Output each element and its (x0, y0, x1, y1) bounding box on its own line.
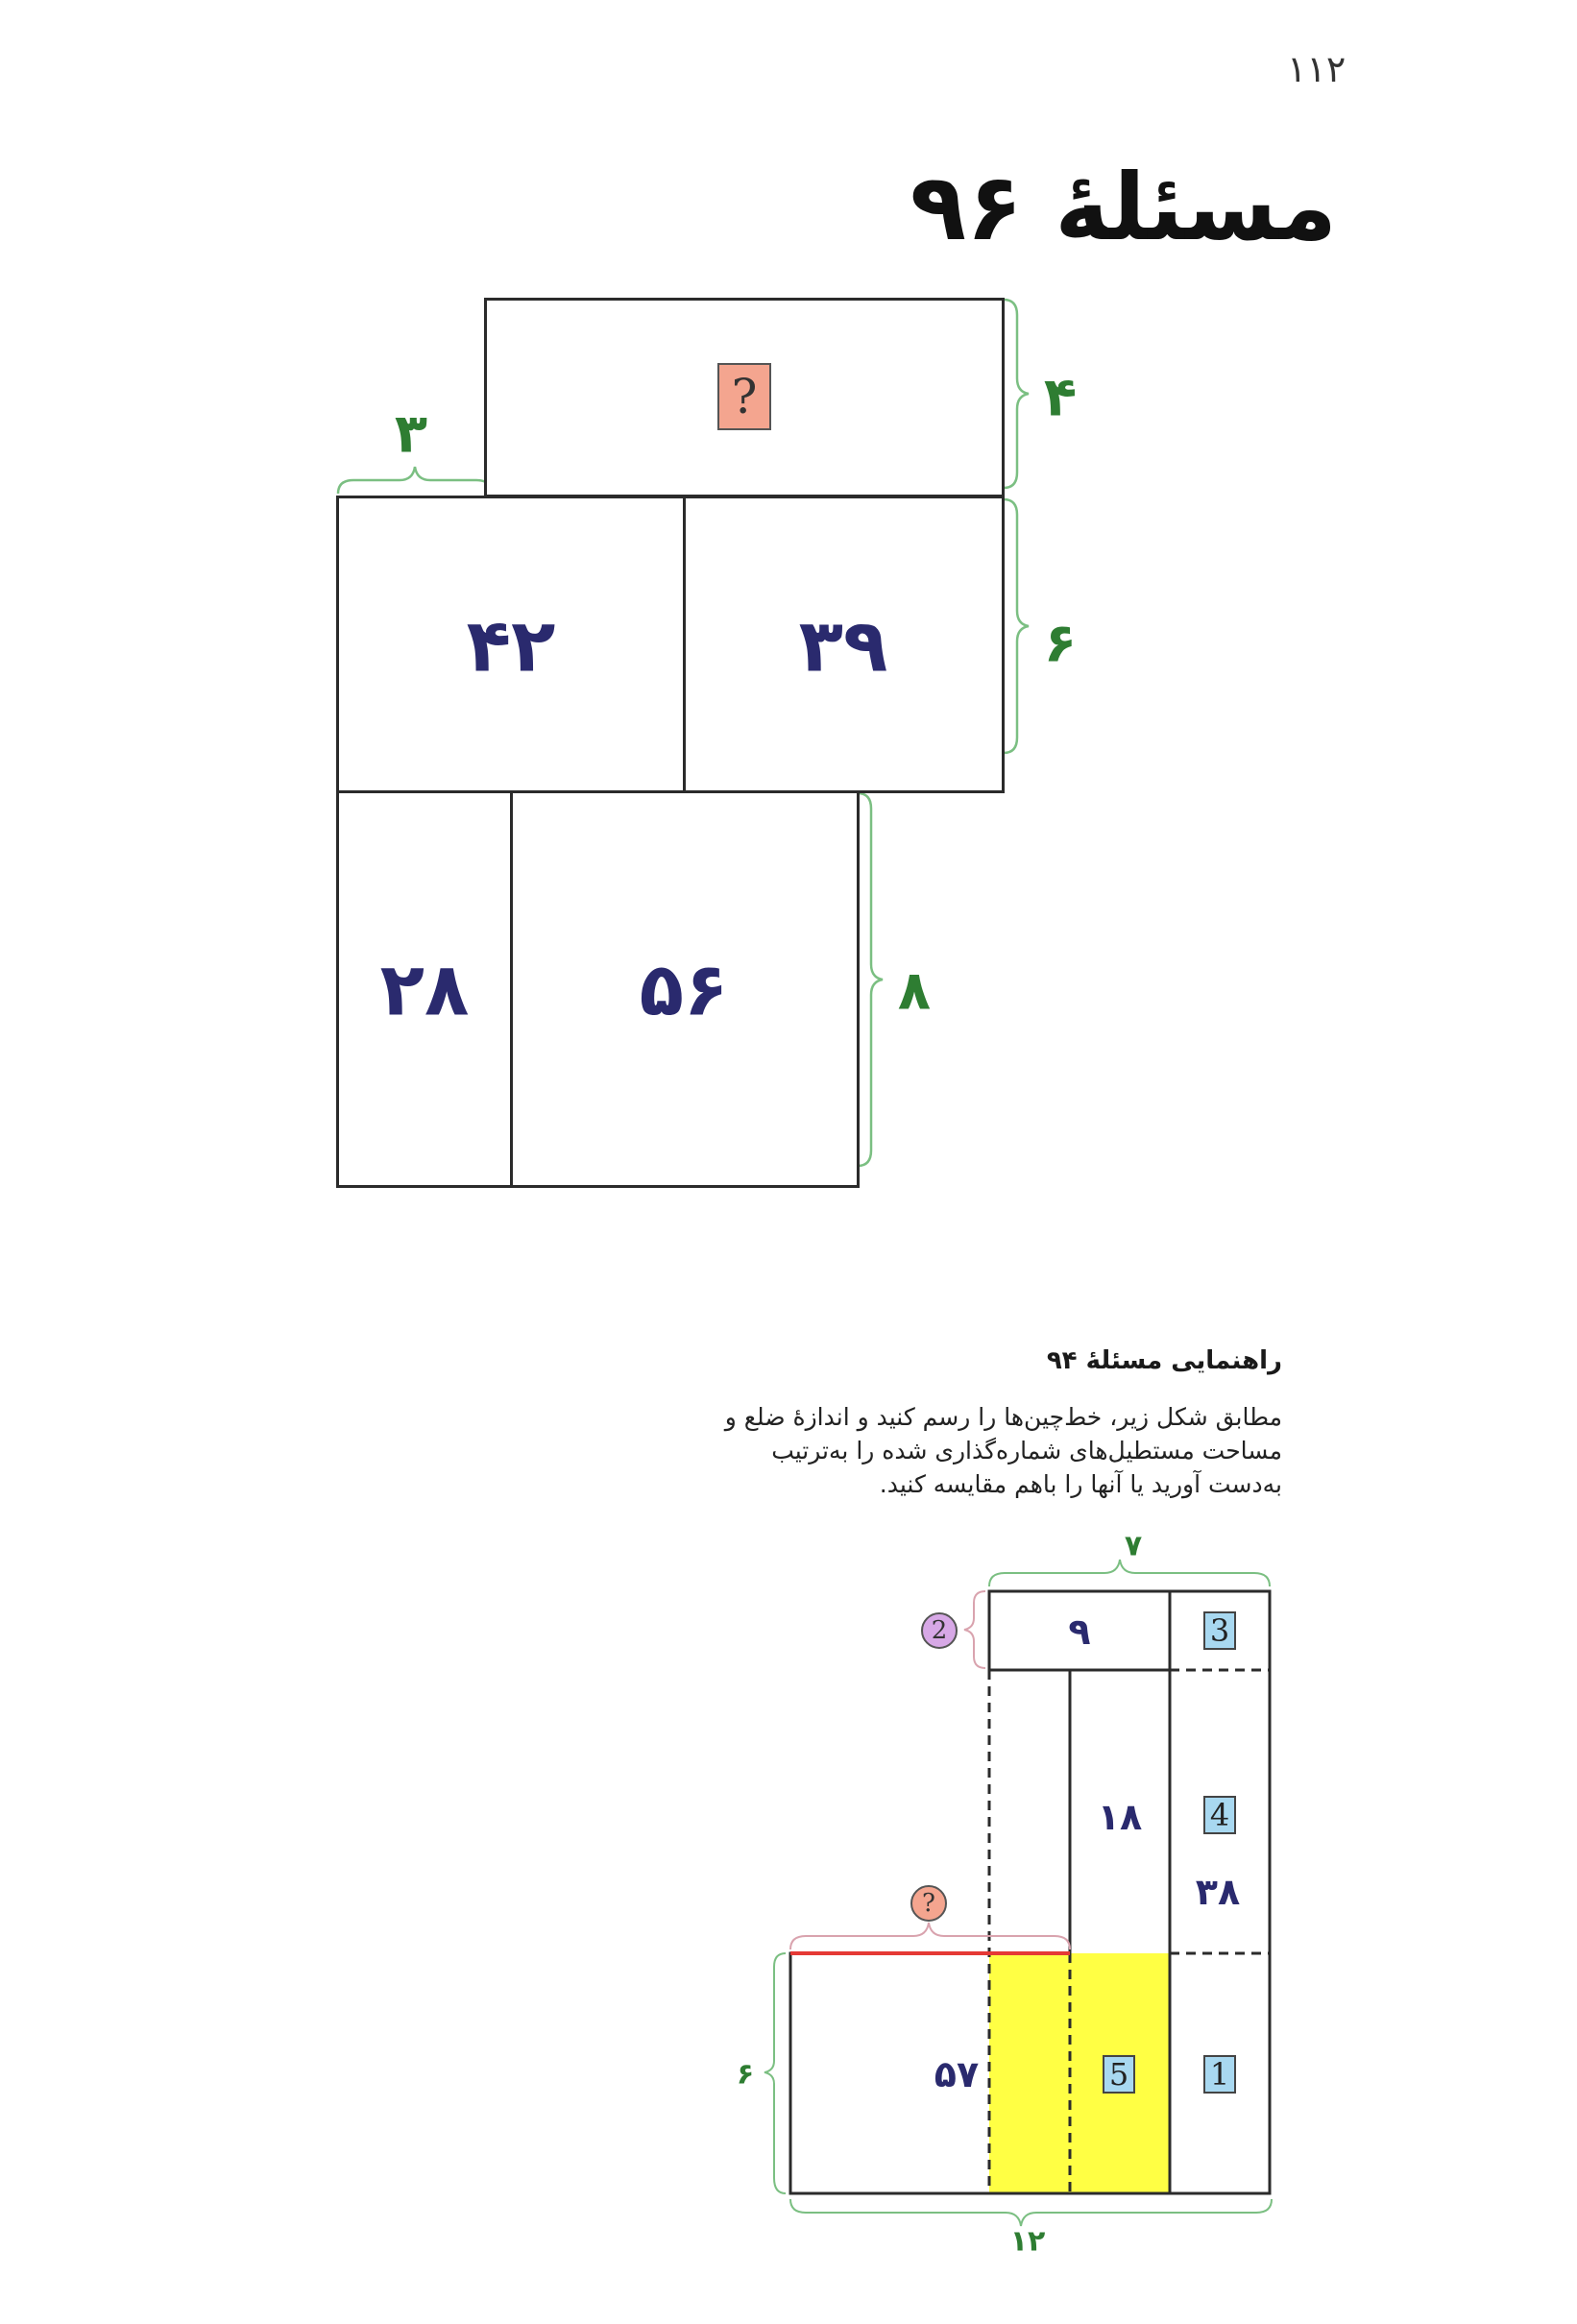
brace-left-height (764, 1953, 786, 2193)
label-box-5: 5 (1103, 2055, 1135, 2094)
area-middle-right: ۳۹ (798, 602, 888, 689)
label-circle-question: ? (910, 1885, 947, 1922)
dim-bottom-height: ۸ (897, 959, 932, 1023)
problem-title: مسئلهٔ ۹۶ (910, 154, 1337, 261)
hint-text: مطابق شکل زیر، خط‌چین‌ها را رسم کنید و اندازهٔ ضلع و مساحت مستطیل‌های شماره‌گذاری شده را به‌ترتیب به‌دست آورید یا آنها را باهم مقایسه کنید. (724, 1403, 1282, 1498)
hint-title: راهنمایی مسئلهٔ ۹۴ (1046, 1346, 1282, 1375)
dim-hint-bottom-width: ۱۲ (1009, 2224, 1046, 2259)
highlight-region (989, 1953, 1170, 2193)
area-bottom-right: ۵۶ (639, 946, 729, 1032)
question-box: ? (717, 363, 771, 430)
area-hint-bottom: ۵۷ (934, 2053, 980, 2095)
label-box-4: 4 (1203, 1796, 1236, 1834)
label-box-3: 3 (1203, 1611, 1236, 1650)
dim-hint-left-height: ۶ (736, 2057, 755, 2092)
page-number: ۱۱۲ (1287, 48, 1347, 90)
brace-question (790, 1923, 1070, 1949)
brace-bottom-width (790, 2199, 1272, 2226)
area-hint-middle: ۱۸ (1097, 1796, 1143, 1838)
dim-left-offset: ۳ (394, 402, 428, 466)
label-circle-2: 2 (921, 1612, 958, 1649)
dim-middle-height: ۶ (1043, 612, 1078, 675)
label-box-1: 1 (1203, 2055, 1236, 2094)
brace-top-width (989, 1560, 1270, 1586)
area-middle-left: ۴۲ (466, 602, 556, 689)
dim-top-height: ۴ (1043, 366, 1078, 429)
area-hint-right: ۳۸ (1195, 1871, 1241, 1913)
dim-hint-top-width: ۷ (1124, 1529, 1143, 1563)
area-bottom-left: ۲۸ (379, 946, 470, 1032)
area-hint-top: ۹ (1068, 1610, 1091, 1653)
brace-left-small (964, 1591, 985, 1668)
